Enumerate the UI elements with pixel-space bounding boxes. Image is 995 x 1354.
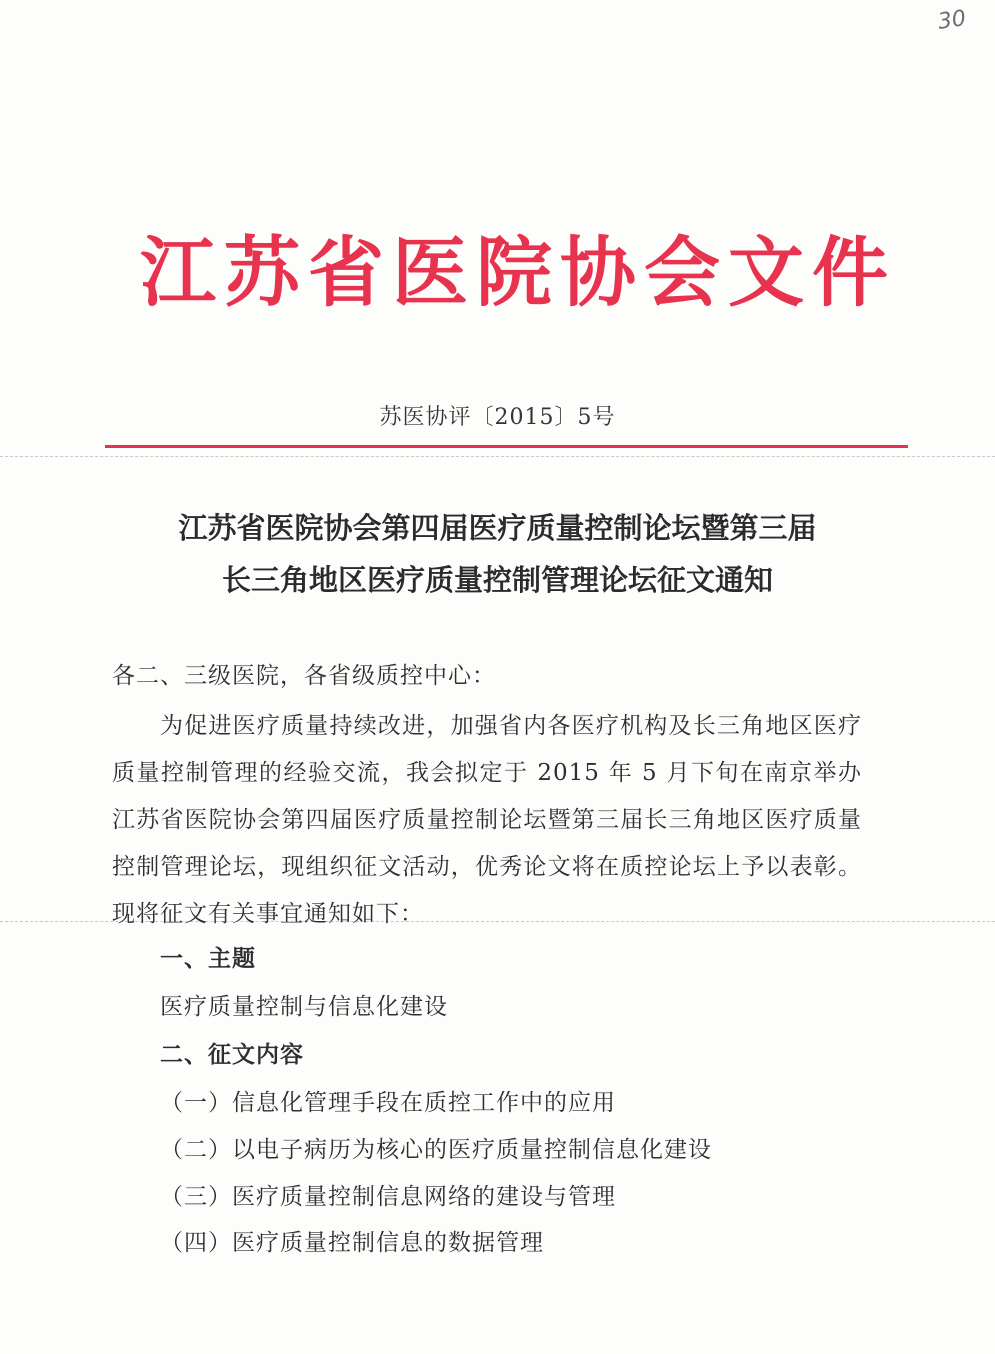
section-2-item-2: （二）以电子病历为核心的医疗质量控制信息化建设: [160, 1137, 712, 1163]
handwritten-page-number: 30: [936, 6, 968, 35]
section-1-content: 医疗质量控制与信息化建设: [160, 994, 448, 1020]
notice-title-line-1: 江苏省医院协会第四届医疗质量控制论坛暨第三届: [178, 511, 817, 545]
salutation: 各二、三级医院，各省级质控中心：: [112, 663, 496, 689]
notice-title: [60, 502, 935, 606]
masthead-title: 江苏省医院协会文件: [140, 228, 896, 317]
section-2-heading: 二、征文内容: [160, 1042, 304, 1068]
scan-fold-line: [0, 456, 995, 457]
intro-paragraph: 为促进医疗质量持续改进，加强省内各医疗机构及长三角地区医疗质量控制管理的经验交流，我会拟定于 2015 年 5 月下旬在南京举办江苏省医院协会第四届医疗质量控制论坛暨第三届长三角地区医疗质量控制管理论坛，现组织征文活动，优秀论文将在质控论坛上予以表彰。现将征文有关事宜通知如下：: [112, 713, 862, 927]
section-2-item-4: （四）医疗质量控制信息的数据管理: [160, 1230, 544, 1256]
section-2-item-1: （一）信息化管理手段在质控工作中的应用: [160, 1090, 616, 1116]
document-number: 苏医协评〔2015〕5号: [379, 405, 616, 430]
notice-title-line-2: 长三角地区医疗质量控制管理论坛征文通知: [221, 563, 773, 597]
red-divider-line: [105, 445, 908, 448]
section-1-heading: 一、主题: [160, 946, 256, 972]
section-2-item-3: （三）医疗质量控制信息网络的建设与管理: [160, 1184, 616, 1210]
